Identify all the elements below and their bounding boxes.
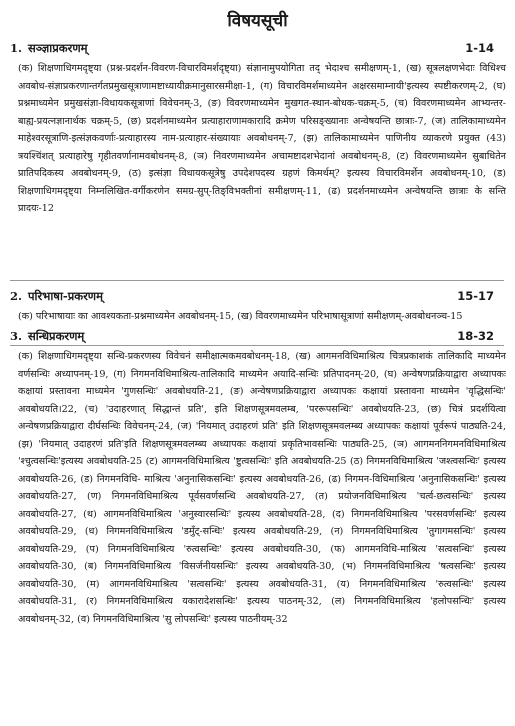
section-title: परिभाषा-प्रकरणम् xyxy=(28,289,103,303)
section-number: 2. xyxy=(10,289,23,303)
section-page-range: 1-14 xyxy=(465,41,494,55)
section-page-range: 15-17 xyxy=(457,289,494,303)
section-description: (क) परिभाषायाः का आवश्यकता-प्रश्नमाध्यमेन अवबोधनम्-15, (ख) विवरणमाध्यमेन परिभाषासूत्राणां समीक्षणम्-अवबोधनञ्च-15 xyxy=(18,311,463,322)
section-heading-paribhasha xyxy=(10,288,504,304)
section-heading-sandhi xyxy=(10,328,504,344)
section-title: सञ्ज्ञाप्रकरणम् xyxy=(28,41,88,55)
section-number: 1. xyxy=(10,41,23,55)
section-description: (क) शिक्षणाधिगमदृष्ट्या सन्धि-प्रकरणस्य विवेचनं समीक्षात्मकमवबोधनम्-18, (ख) आगमनविधिमाश्रित्य चित्रप्रकाशकं तालिकादि माध्यमेन वर्णसन्धिः अध्यापनम्-19, (ग) निगमनविधिमाश्रित्य-तालिकादि माध्यमेन अयादि-सन्धिः प्रतिपादनम्-20, (घ) अन्वेषणप्रक्रियाद्वारा अध्यापकः कक्षायां प्रस्तावना माध्यमेन 'गुणसन्धिः' अवबोधयति-21, (ङ) अन्वेषणप्रक्रियाद्वारा अध्यापकः कक्षायां प्रस्तावना माध्यमेन 'वृद्धिसन्धिः' अवबोधयति।22, (च) 'उदाहरणात् सिद्धान्तं प्रति', इति शिक्षणसूत्रमवलम्ब, 'पररूपसन्धिः' अवबोधयति-23, (छ) चित्रं प्रदर्शयित्वा अन्वेषणप्रक्रियाद्वारा दीर्घसन्धिः विवेचनम्-24, (ज) 'नियमात् उदाहरणं प्रति' इति शिक्षणसूत्रमवलम्ब्य अध्यापकः कक्षायां पूर्वरूपं पाठ्यति-24, (झ) 'नियमात् उदाहरणं प्रति'इति शिक्षणसूत्रमवलम्ब्य अध्यापकः कक्षायां प्रकृतिभावसन्धिः पाठ्यति-25, (ञ) आगमननिगमनविधिमाश्रित्य 'श्चुत्वसन्धिः'इत्यस्य अवबोधयति-25 (ट) आगमनविधिमाश्रित्य 'ष्टुत्वसन्धिः' इति अवबोधयति-25 (ठ) निगमनविधिमाश्रित्य 'जश्त्वसन्धिः' इत्यस्य अवबोधयति-26, (ड) निगमनविधि- माश्रित्य 'अनुनासिकसन्धिः' इत्यस्य अवबोधयति-26, (ढ) निगमन-विधिमाश्रित्य 'अनुनासिकसन्धिः' इत्यस्य अवबोधयति-27, (ण) निगमनविधिमाश्रित्य पूर्वसवर्णसन्धि अवबोधयति-27, (त) प्रयोजनविधिमाश्रित्य 'चर्त्व-छत्वसन्धिः' इत्यस्य अवबोधयति-27, (थ) आगमनविधिमाश्रित्य 'अनुस्वारसन्धिः' इत्यस्य अवबोधयति-28, (द) निगमनविधिमाश्रित्य 'परसवर्णसन्धिः' इत्यस्य अवबोधयति-29, (ध) निगमनविधिमाश्रित्य 'डमुँट्-सन्धिः' इत्यस्य अवबोधयति-29, (न) निगमनविधिमाश्रित्य 'तुगागमसन्धिः' इत्यस्य अवबोधयति-29, (प) निगमनविधिमाश्रित्य 'रुत्वसन्धिः' इत्यस्य अवबोधयति-30, (फ) आगमनविधि-माश्रित्य 'सत्वसन्धिः' इत्यस्य अवबोधयति-30, (ब) निगमनविधिमाश्रित्य 'विसर्जनीयसन्धिः' इत्यस्य अवबोधयति-30, (भ) निगमनविधिमाश्रित्य 'षत्वसन्धिः' इत्यस्य अवबोधयति-30, (म) आगमनविधिमाश्रित्य 'सत्वसन्धिः' इत्यस्य अवबोधयति-31, (य) निगमनविधिमाश्रित्य 'रुत्वसन्धिः' इत्यस्य अवबोधयति-31, (र) निगमनविधिमाश्रित्य यकारादेशसन्धिः' इत्यस्य पाठनम्-32, (ल) निगमनविधिमाश्रित्य 'हलोपसन्धिः' इत्यस्य अवबोधनम्-32, (व) निगमनविधिमाश्रित्य 'सु लोपसन्धिः' इत्यस्य पाठनीयम्-32 xyxy=(18,351,506,625)
section-heading-sanjna xyxy=(10,40,504,56)
page-title: विषयसूची xyxy=(227,11,288,31)
section-divider xyxy=(10,280,504,281)
section-divider xyxy=(10,345,504,346)
section-page-range: 18-32 xyxy=(457,329,494,343)
section-description: (क) शिक्षणाधिगमदृष्ट्या (प्रश्न-प्रदर्शन-विवरण-विचारविमर्शदृष्ट्या) संज्ञानामुपयोगिता तद् भेदाश्च समीक्षणम्-1, (ख) सूत्रलक्षणभेदाः विधिश्च अवबोध-संज्ञाप्रकरणान्तर्गतप्रमुखसूत्राणामष्टाध्यायीक्रमानुसारसमीक्षा-1, (ग) विचारविमर्शमाध्यमेन अक्षरसमाम्नायी'इत्यस्य स्पष्टीकरणम्-2, (घ) प्रश्नमाध्यमेन प्रमुखसंज्ञा-विधायकसूत्राणां विवेचनम्-3, (ङ) विवरणमाध्यमेन मुखगत-स्थान-बोधक-चक्रम्-5, (च) विवरणमाध्यमेन आभ्यन्तर-बाह्य-प्रयत्नज्ञानार्थक चक्रम्-5, (छ) प्रदर्शनमाध्यमेन प्रत्याहाराणामकारादि क्रमेण परिसङ्ख्यानाः अन्वेषयन्ति छात्राः-7, (ज) तालिकामाध्यमेन माहेश्वरसूत्राणि-इत्संज्ञकवर्णाः-प्रत्याहारस्य नाम-प्रत्याहार-संख्यायाः अवबोधनम्-7, (झ) तालिकामाध्यमेन पाणिनीय व्याकरणे प्रयुक्त (43) त्रयश्चिंशत् प्रत्याहारेषु गृहीतवर्णानामवबोधनम्-8, (ञ) निवरणमाध्यमेन अचामष्टादशभेदानां अवबोधनम्-8, (ट) विवरणमाध्यमेन सुबाधितेन प्रातिपदिकस्य अवबोधनम्-9, (ठ) इत्संज्ञा विधायकसूत्रेषु उपदेशपदस्य ग्रहणं किमर्थम्? इत्यस्य विचारविमर्शेन अवबोधनम्-10, (ड) शिक्षणाधिगमदृष्ट्या निम्नलिखित-वर्गीकरणेन समग्र-सुप्-तिङ्विभक्तीनां समीक्षणम्-11, (ढ) प्रदर्शनमाध्यमेन अन्वेषयन्ति छात्राः के सन्ति प्रादयः-12 xyxy=(18,63,506,214)
section-title: सन्धिप्रकरणम् xyxy=(28,329,85,343)
section-number: 3. xyxy=(10,329,23,343)
